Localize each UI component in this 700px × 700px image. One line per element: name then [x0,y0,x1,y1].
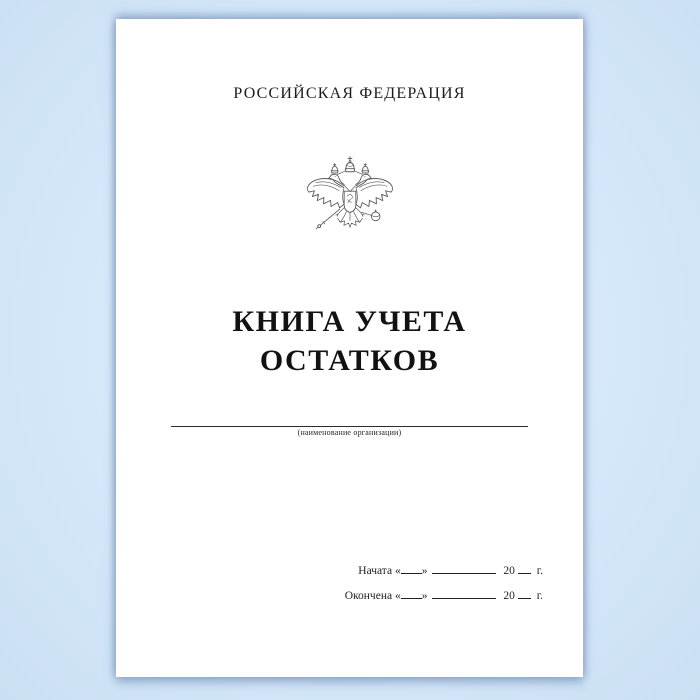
started-month-blank-line [432,573,496,574]
started-day-blank-line [401,573,422,574]
organization-name-blank-line [171,409,528,427]
date-fields [345,565,543,602]
organization-name-field [171,409,528,437]
finished-day-blank-line [401,598,422,599]
document-title [116,302,583,380]
finished-century: 20 [503,590,515,602]
organization-name-caption: (наименование организации) [297,428,402,437]
open-quote: « [394,565,401,577]
finished-date-row [345,590,543,602]
open-quote: « [394,590,401,602]
country-header: РОССИЙСКАЯ ФЕДЕРАЦИЯ [233,85,466,102]
document-cover [116,19,583,677]
finished-year-blank-line [518,598,531,599]
finished-label: Окончена [344,590,393,602]
close-quote: » [421,590,428,602]
started-label: Начата [358,565,393,577]
started-date-row [345,565,543,577]
document-title-line2: ОСТАТКОВ [259,344,440,377]
started-year-suffix: г. [536,565,543,577]
close-quote: » [421,565,428,577]
russian-coat-of-arms-icon [305,155,395,254]
started-year-blank-line [518,573,531,574]
finished-year-suffix: г. [536,590,543,602]
started-century: 20 [503,565,515,577]
finished-month-blank-line [432,598,496,599]
document-title-line1: КНИГА УЧЕТА [232,305,467,338]
